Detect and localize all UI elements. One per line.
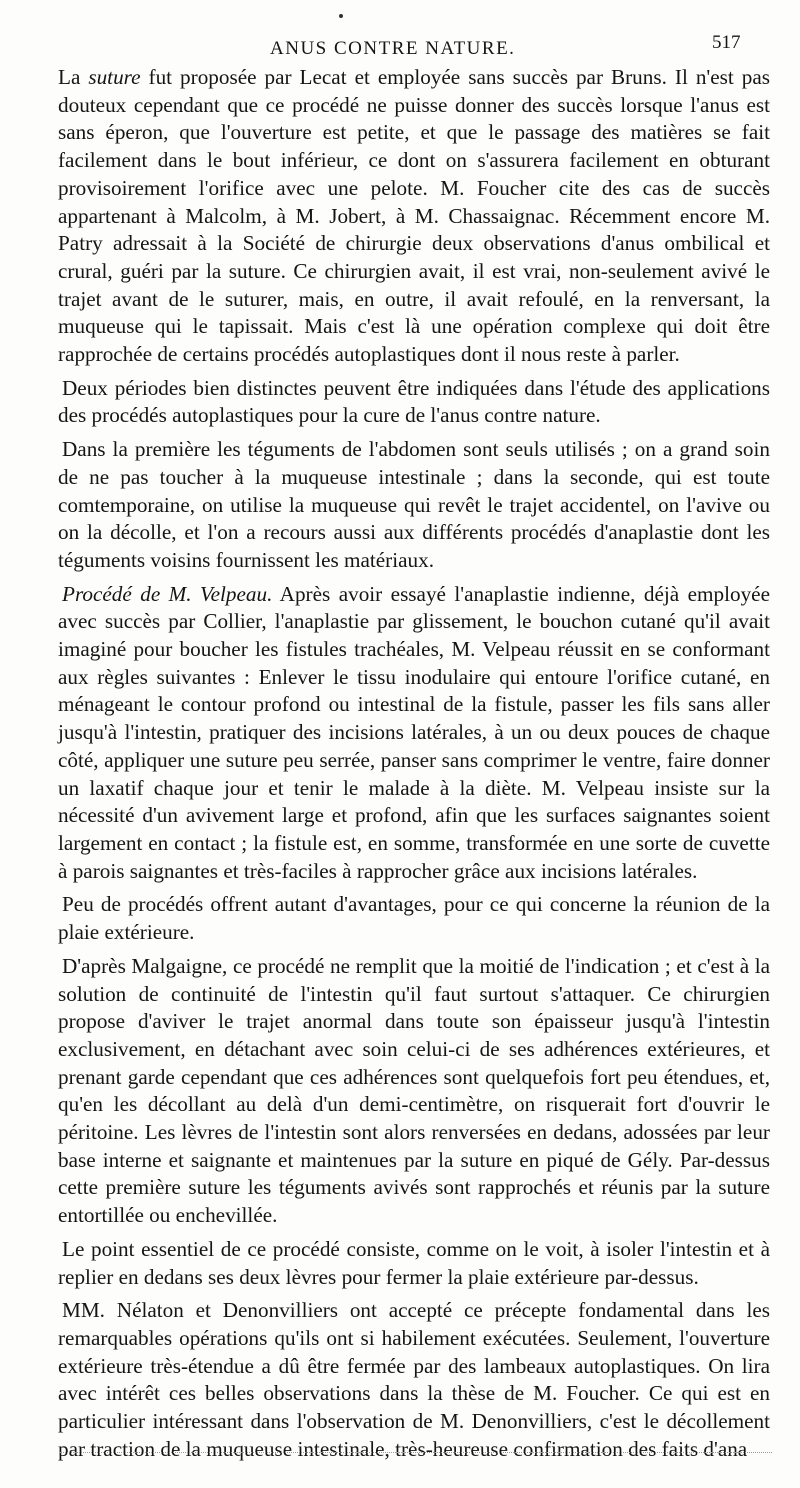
paragraph-malgaigne (58, 953, 770, 1230)
paragraph-two-periods (58, 375, 770, 430)
paragraph-text: Dans la première les téguments de l'abdomen sont seuls utilisés ; on a grand soin de ne pas toucher à la muqueuse intestinale ; dans la seconde, qui est toute comtemporaine, on utilise la muqueuse qui revêt le trajet accidentel, on l'avive ou on la décolle, et l'on a recours aussi aux différents procédés d'anaplastie dont les téguments voisins fournissent les matériaux. (58, 437, 770, 572)
paragraph-nelaton-denonvilliers (58, 1297, 770, 1463)
paragraph-lead: La (58, 65, 89, 89)
paragraph-essential-point (58, 1236, 770, 1291)
paragraph-text: D'après Malgaigne, ce procédé ne remplit que la moitié de l'indication ; et c'est à la solution de continuité de l'intestin qu'il faut surtout s'attaquer. Ce chirurgien propose d'aviver le trajet anormal dans toute son épaisseur jusqu'à l'intestin exclusivement, en détachant avec soin celui-ci de ses adhérences extérieures, et prenant garde cependant que ces adhérences sont quelquefois fort peu étendues, et, qu'en les décollant au delà d'un demi-centimètre, on risquerait fort d'ouvrir le péritoine. Les lèvres de l'intestin sont alors renversées en dedans, adossées par leur base interne et saignante et maintenues par la suture en piqué de Gély. Par-dessus cette première suture les téguments avivés sont rapprochés et réunis par la suture entortillée ou enchevillée. (58, 953, 770, 1228)
footer-rule (60, 1452, 772, 1453)
paragraph-text: fut proposée par Lecat et employée sans succès par Bruns. Il n'est pas douteux cependant que ce procédé ne puisse donner des succès lorsque l'anus est sans éperon, que l'ouverture est petite, et que le passage des matières se fait facilement dans le bout inférieur, ce dont on s'assurera facilement en obturant provisoirement l'orifice avec une pelote. M. Foucher cite des cas de succès appartenant à Malcolm, à M. Jobert, à M. Chassaignac. Récemment encore M. Patry adressait à la Société de chirurgie deux observations d'anus ombilical et crural, guéri par la suture. Ce chirurgien avait, il est vrai, non-seulement avivé le trajet avant de le suturer, mais, en outre, il avait refoulé, en la renversant, la muqueuse qui le tapissait. Mais c'est là une opération complexe qui doit être rapprochée de certains procédés autoplastiques dont il nous reste à parler. (58, 65, 770, 367)
paragraph-text: MM. Nélaton et Denonvilliers ont accepté ce précepte fondamental dans les remarquables opérations qu'ils ont si habilement exécutées. Seulement, l'ouverture extérieure très-étendue a dû être fermée par des lambeaux autoplastiques. On lira avec intérêt ces belles observations dans la thèse de M. Foucher. Ce qui est en particulier intéressant dans l'observation de M. Denonvilliers, c'est le décollement par traction de la muqueuse intestinale, très-heureuse confirmation des faits d'ana (58, 1298, 770, 1461)
paragraph-text: Le point essentiel de ce procédé consiste, comme on le voit, à isoler l'intestin et à replier en dedans ses deux lèvres pour fermer la plaie extérieure par-dessus. (58, 1236, 770, 1289)
paragraph-velpeau (58, 581, 770, 886)
paragraph-advantages (58, 891, 770, 946)
paragraph-lead-italic: suture (88, 65, 141, 89)
running-title: ANUS CONTRE NATURE. (270, 38, 516, 59)
paragraph-lead-italic: Procédé de M. Velpeau. (62, 581, 273, 606)
paragraph-text: Deux périodes bien distinctes peuvent être indiquées dans l'étude des applications des procédés autoplastiques pour la cure de l'anus contre nature. (58, 375, 770, 428)
paragraph-suture (58, 64, 770, 369)
paragraph-text: Peu de procédés offrent autant d'avantages, pour ce qui concerne la réunion de la plaie extérieure. (58, 892, 770, 945)
body-text (58, 64, 770, 1469)
paragraph-first-period (58, 436, 770, 575)
paragraph-text: Après avoir essayé l'anaplastie indienne, déjà employée avec succès par Collier, l'anaplastie par glissement, le bouchon cutané qu'il avait imaginé pour boucher les fistules trachéales, M. Velpeau réussit en se conformant aux règles suivantes : Enlever le tissu inodulaire qui entoure l'orifice cutané, en ménageant le contour profond ou intestinal de la fistule, passer les fils sans aller jusqu'à l'intestin, pratiquer des incisions latérales, à un ou deux pouces de chaque côté, appliquer une suture peu serrée, panser sans comprimer le ventre, faire donner un laxatif chaque jour et tenir le malade à la diète. M. Velpeau insiste sur la nécessité d'un avivement large et profond, afin que les surfaces saignantes soient largement en contact ; la fistule est, en somme, transformée en une sorte de cuvette à parois saignantes et très-faciles à rapprocher grâce aux incisions latérales. (58, 581, 770, 883)
ink-dot (339, 14, 343, 18)
page-number: 517 (712, 32, 741, 53)
